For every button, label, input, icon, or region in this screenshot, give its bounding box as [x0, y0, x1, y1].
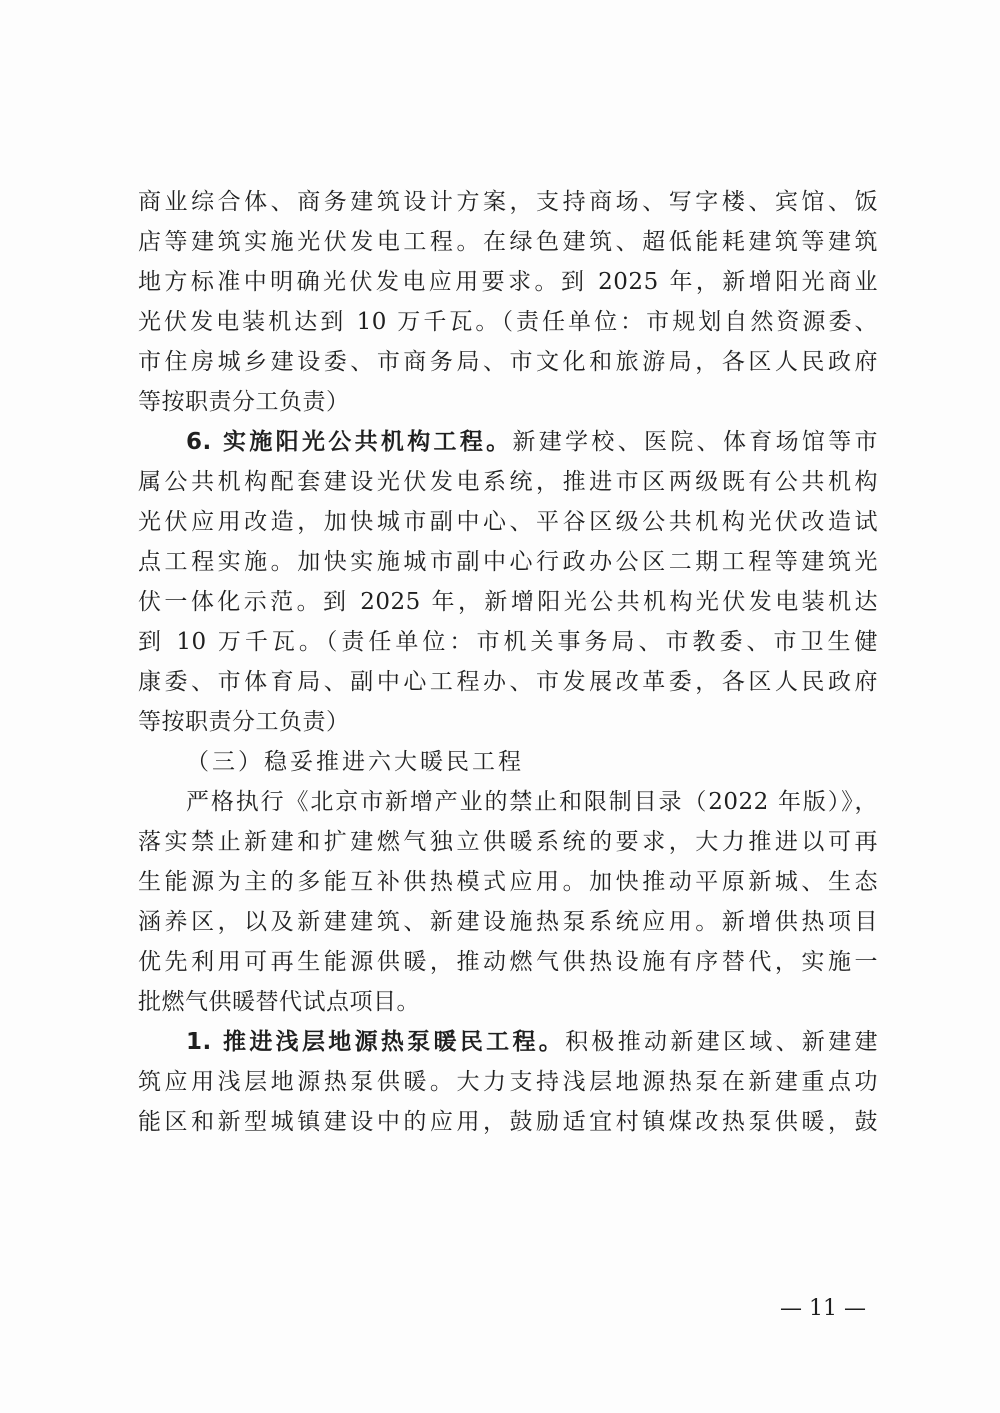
page-number: — 11 — [780, 1296, 866, 1321]
paragraph-first-line [138, 1022, 878, 1062]
paragraph-line: 到 10 万千瓦。（责任单位：市机关事务局、市教委、市卫生健 [138, 629, 878, 655]
paragraph-line: 筑应用浅层地源热泵供暖。大力支持浅层地源热泵在新建重点功 [138, 1069, 878, 1095]
paragraph-line: 点工程实施。加快实施城市副中心行政办公区二期工程等建筑光 [138, 549, 878, 575]
paragraph-line: 地方标准中明确光伏发电应用要求。到 2025 年，新增阳光商业 [138, 269, 878, 295]
paragraph-line: 批燃气供暖替代试点项目。 [138, 989, 420, 1015]
paragraph-line: 严格执行《北京市新增产业的禁止和限制目录（2022 年版）》， [186, 789, 878, 815]
paragraph-line: 等按职责分工负责） [138, 389, 350, 415]
section-heading: （三）稳妥推进六大暖民工程 [186, 749, 524, 775]
paragraph-text: 积极推动新建区域、新建建 [565, 1029, 879, 1055]
paragraph-line: 涵养区，以及新建建筑、新建设施热泵系统应用。新增供热项目 [138, 909, 878, 935]
paragraph-line: 生能源为主的多能互补供热模式应用。加快推动平原新城、生态 [138, 869, 878, 895]
item-heading: 6. 实施阳光公共机构工程。 [186, 429, 513, 455]
paragraph-line: 属公共机构配套建设光伏发电系统，推进市区两级既有公共机构 [138, 469, 878, 495]
paragraph-line: 等按职责分工负责） [138, 709, 350, 735]
paragraph-line: 能区和新型城镇建设中的应用，鼓励适宜村镇煤改热泵供暖，鼓 [138, 1109, 878, 1135]
paragraph-text: 新建学校、医院、体育场馆等市 [512, 429, 878, 455]
paragraph-line: 店等建筑实施光伏发电工程。在绿色建筑、超低能耗建筑等建筑 [138, 229, 878, 255]
item-heading: 1. 推进浅层地源热泵暖民工程。 [186, 1029, 566, 1055]
paragraph-line: 优先利用可再生能源供暖，推动燃气供热设施有序替代，实施一 [138, 949, 878, 975]
document-body [138, 182, 878, 1142]
paragraph-line: 市住房城乡建设委、市商务局、市文化和旅游局，各区人民政府 [138, 349, 878, 375]
paragraph-line: 落实禁止新建和扩建燃气独立供暖系统的要求，大力推进以可再 [138, 829, 878, 855]
paragraph-line: 光伏应用改造，加快城市副中心、平谷区级公共机构光伏改造试 [138, 509, 878, 535]
paragraph-line: 商业综合体、商务建筑设计方案，支持商场、写字楼、宾馆、饭 [138, 189, 878, 215]
paragraph-line: 光伏发电装机达到 10 万千瓦。（责任单位：市规划自然资源委、 [138, 309, 878, 335]
paragraph-line: 伏一体化示范。到 2025 年，新增阳光公共机构光伏发电装机达 [138, 589, 878, 615]
paragraph-first-line [138, 422, 878, 462]
paragraph-line: 康委、市体育局、副中心工程办、市发展改革委，各区人民政府 [138, 669, 878, 695]
